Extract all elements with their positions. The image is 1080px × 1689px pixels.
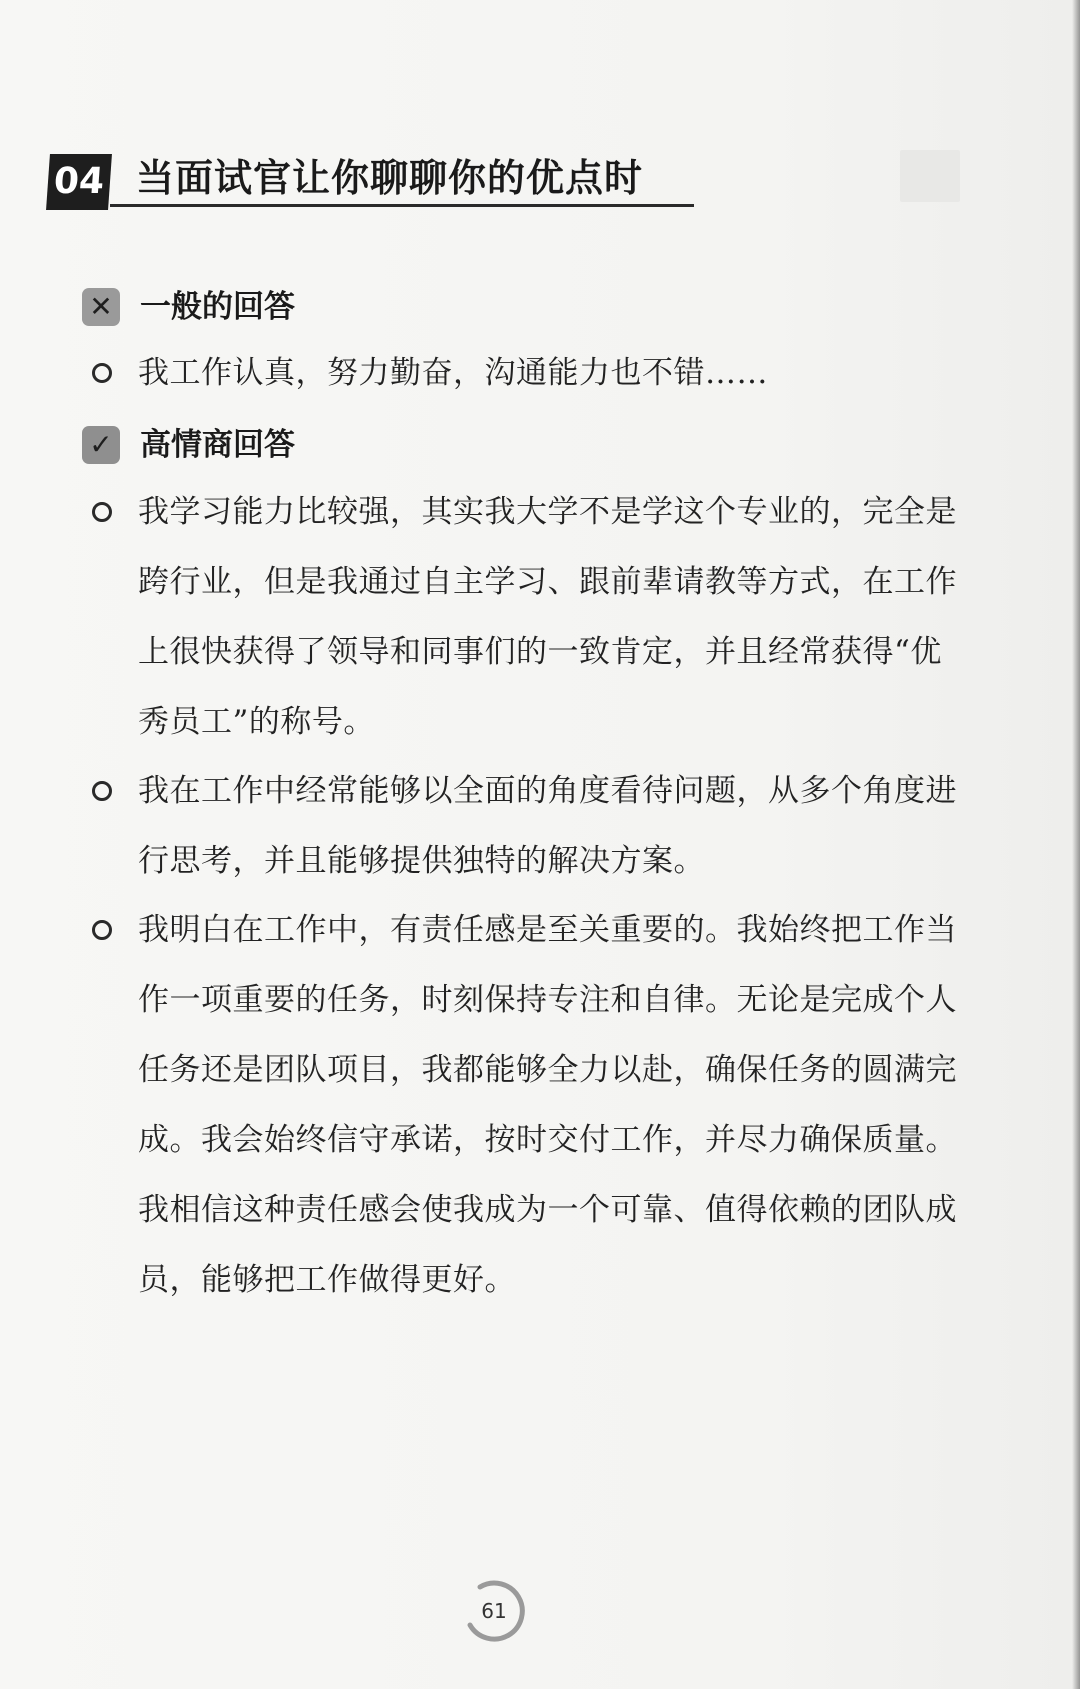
page-edge-shadow: [1072, 0, 1080, 1689]
section-heading: [48, 150, 648, 210]
bullet-icon: [92, 363, 112, 383]
high-eq-answer-item: 我在工作中经常能够以全面的角度看待问题，从多个角度进行思考，并且能够提供独特的解决方案。: [138, 773, 957, 879]
heading-number: 04: [46, 154, 112, 210]
cross-icon: ✕: [82, 288, 120, 326]
high-eq-answer-title: 高情商回答: [140, 427, 295, 463]
heading-title: 当面试官让你聊聊你的优点时: [136, 156, 644, 200]
check-icon: ✓: [82, 426, 120, 464]
page-number: 61: [481, 1599, 507, 1623]
bullet-icon: [92, 502, 112, 522]
bullet-icon: [92, 781, 112, 801]
show-through-shadow: [900, 150, 960, 202]
page-number-badge: [458, 1575, 530, 1647]
general-answer-item: 我工作认真，努力勤奋，沟通能力也不错……: [138, 355, 768, 391]
bullet-icon: [92, 920, 112, 940]
high-eq-answer-item: 我明白在工作中，有责任感是至关重要的。我始终把工作当作一项重要的任务，时刻保持专注和自律。无论是完成个人任务还是团队项目，我都能够全力以赴，确保任务的圆满完成。我会始终信守承诺，按时交付工作，并尽力确保质量。我相信这种责任感会使我成为一个可靠、值得依赖的团队成员，能够把工作做得更好。: [138, 912, 957, 1298]
high-eq-answer-item: 我学习能力比较强，其实我大学不是学这个专业的，完全是跨行业，但是我通过自主学习、跟前辈请教等方式，在工作上很快获得了领导和同事们的一致肯定，并且经常获得“优秀员工”的称号。: [138, 494, 957, 740]
general-answer-title: 一般的回答: [140, 289, 295, 325]
